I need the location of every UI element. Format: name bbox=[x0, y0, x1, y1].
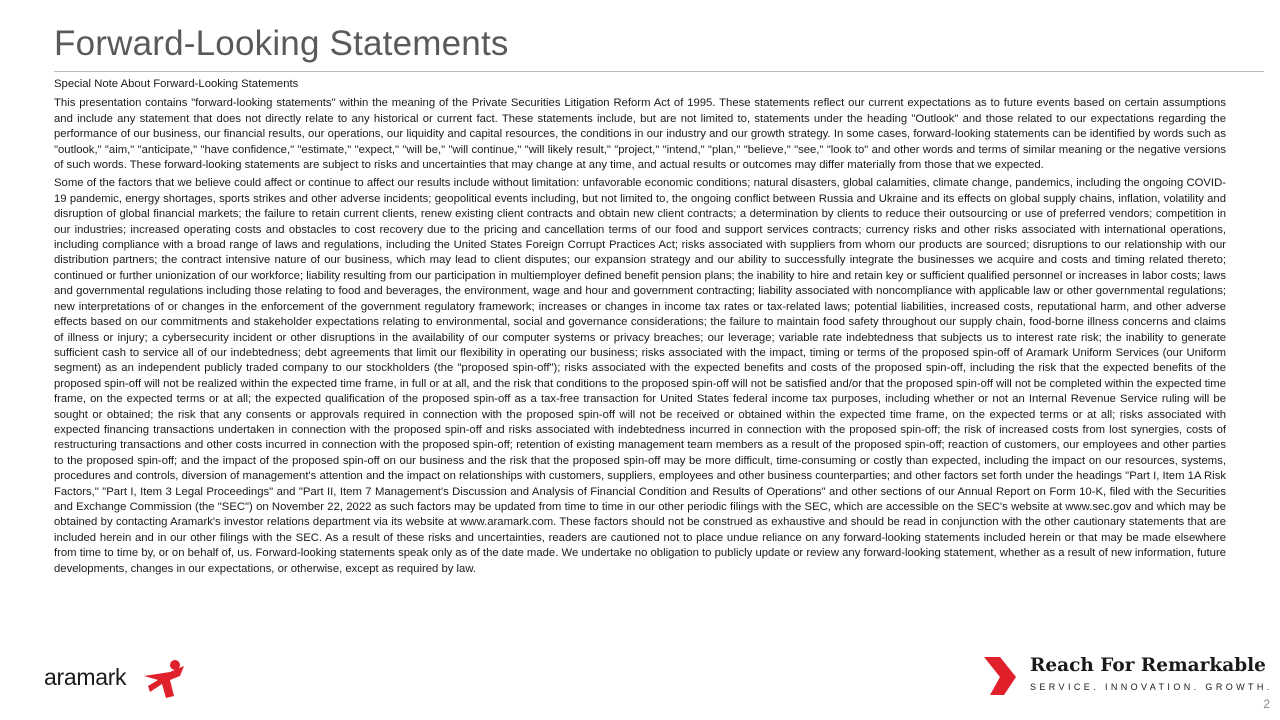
page-number: 2 bbox=[1263, 697, 1270, 711]
tagline-title: Reach For Remarkable bbox=[1030, 655, 1266, 676]
paragraph-1: This presentation contains "forward-looking statements" within the meaning of the Private Securities Litigation Reform Act of 1995. These statements reflect our current expectations as to future events based on certain assumptions and include any statement that does not directly relate to any historical or current fact. These statements include, but are not limited to, statements under the heading "Outlook" and those related to our expectations regarding the performance of our business, our financial results, our operations, our liquidity and capital resources, the conditions in our industry and our growth strategy. In some cases, forward-looking statements can be identified by words such as "outlook," "aim," "anticipate," "have confidence," "estimate," "expect," "will be," "will continue," "will likely result," "project," "intend," "plan," "believe," "see," "look to" and other words and terms of similar meaning or the negative versions of such words. These forward-looking statements are subject to risks and uncertainties that may change at any time, and actual results or outcomes may differ materially from those that we expected. bbox=[54, 97, 1226, 172]
logo-wordmark: aramark bbox=[44, 664, 127, 690]
section-subheading: Special Note About Forward-Looking Statements bbox=[54, 78, 299, 90]
document-body bbox=[54, 77, 1226, 580]
title-divider bbox=[54, 71, 1264, 72]
tagline-block bbox=[982, 655, 1273, 699]
aramark-logo bbox=[44, 656, 194, 700]
tagline-subtitle: SERVICE. INNOVATION. GROWTH. bbox=[1030, 682, 1273, 692]
page-title: Forward-Looking Statements bbox=[54, 24, 509, 63]
star-person-icon bbox=[140, 656, 188, 700]
brand-mark-icon bbox=[982, 655, 1022, 697]
paragraph-2: Some of the factors that we believe could affect or continue to affect our results include without limitation: unfavorable economic conditions; natural disasters, global calamities, climate change, pandemics, including the ongoing COVID-19 pandemic, energy shortages, sports strikes and other adverse incidents; geopolitical events including, but not limited to, the ongoing conflict between Russia and Ukraine and its effects on global supply chains, inflation, volatility and disruption of global financial markets; the failure to retain current clients, renew existing client contracts and obtain new client contracts; a determination by clients to reduce their outsourcing or use of preferred vendors; competition in our industries; increased operating costs and obstacles to cost recovery due to the pricing and cancellation terms of our food and support services contracts; currency risks and other risks associated with international operations, including compliance with a broad range of laws and regulations, including the United States Foreign Corrupt Practices Act; risks associated with suppliers from whom our products are sourced; disruptions to our relationship with our distribution partners; the contract intensive nature of our business, which may lead to client disputes; our expansion strategy and our ability to successfully integrate the businesses we acquire and costs and timing related thereto; continued or further unionization of our workforce; liability resulting from our participation in multiemployer defined benefit pension plans; the inability to hire and retain key or sufficient qualified personnel or increases in labor costs; laws and governmental regulations including those relating to food and beverages, the environment, wage and hour and government contracting; liability associated with noncompliance with applicable law or other governmental regulations; new interpretations of or changes in the enforcement of the government regulatory framework; increases or changes in income tax rates or tax-related laws; potential liabilities, increased costs, reputational harm, and other adverse effects based on our commitments and stakeholder expectations relating to environmental, social and governance considerations; the failure to maintain food safety throughout our supply chain, food-borne illness concerns and claims of illness or injury; a cybersecurity incident or other disruptions in the availability of our computer systems or privacy breaches; our leverage; variable rate indebtedness that subjects us to interest rate risk; the inability to generate sufficient cash to service all of our indebtedness; debt agreements that limit our flexibility in operating our business; risks associated with the impact, timing or terms of the proposed spin-off of Aramark Uniform Services (our Uniform segment) as an independent publicly traded company to our stockholders (the "proposed spin-off"); risks associated with the expected benefits and costs of the proposed spin-off, including the risk that the expected benefits of the proposed spin-off will not be realized within the expected time frame, in full or at all, and the risk that conditions to the proposed spin-off will not be satisfied and/or that the proposed spin-off will not be completed within the expected time frame, on the expected terms or at all; the expected qualification of the proposed spin-off as a tax-free transaction for United States federal income tax purposes, including whether or not an Internal Revenue Service ruling will be sought or obtained; the risk that any consents or approvals required in connection with the proposed spin-off will not be received or obtained within the expected time frame, on the expected terms or at all; risks associated with expected financing transactions undertaken in connection with the proposed spin-off and risks associated with indebtedness incurred in connection with the proposed spin-off; the risk of increased costs from lost synergies, costs of restructuring transactions and other costs incurred in connection with the proposed spin-off; retention of existing management team members as a result of the proposed spin-off; reaction of customers, our employees and other parties to the proposed spin-off; and the impact of the proposed spin-off on our business and the risk that the proposed spin-off may be more difficult, time-consuming or costly than expected, including the impact on our resources, systems, procedures and controls, diversion of management's attention and the impact on relationships with customers, suppliers, employees and other business counterparties; and other factors set forth under the headings "Part I, Item 1A Risk Factors," "Part I, Item 3 Legal Proceedings" and "Part II, Item 7 Management's Discussion and Analysis of Financial Condition and Results of Operations" and other sections of our Annual Report on Form 10-K, filed with the Securities and Exchange Commission (the "SEC") on November 22, 2022 as such factors may be updated from time to time in our other periodic filings with the SEC, which are accessible on the SEC's website at www.sec.gov and which may be obtained by contacting Aramark's investor relations department via its website at www.aramark.com. These factors should not be construed as exhaustive and should be read in conjunction with the other cautionary statements that are included herein and in our other filings with the SEC. As a result of these risks and uncertainties, readers are cautioned not to place undue reliance on any forward-looking statements included herein or that may be made elsewhere from time to time by, or on behalf of, us. Forward-looking statements speak only as of the date made. We undertake no obligation to publicly update or review any forward-looking statement, whether as a result of new information, future developments, changes in our expectations, or otherwise, except as required by law. bbox=[54, 177, 1226, 575]
